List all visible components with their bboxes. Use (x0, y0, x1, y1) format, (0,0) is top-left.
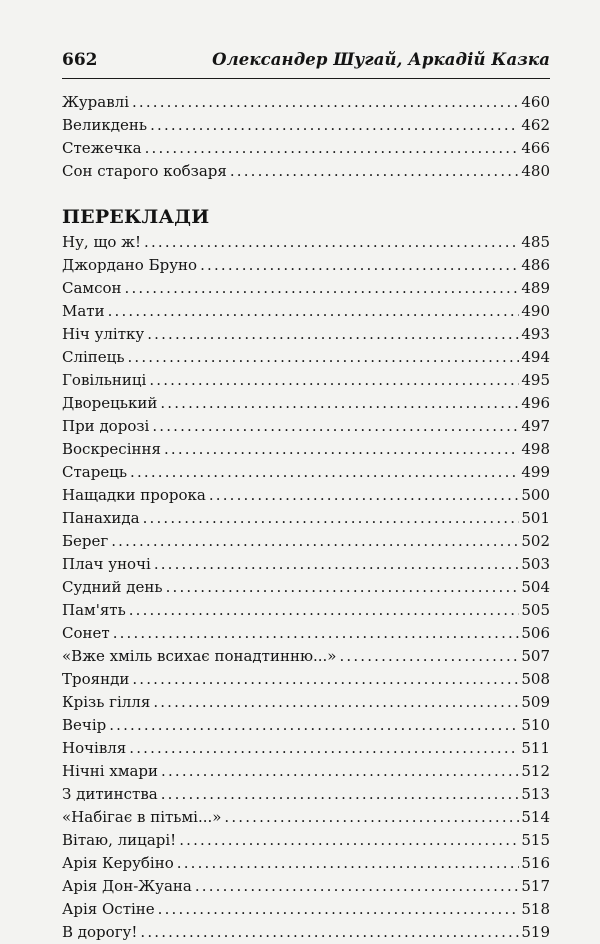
toc-entry-page: 460 (521, 93, 550, 111)
running-header (62, 0, 550, 79)
toc-entry-title: Троянди (62, 670, 130, 688)
toc-entry-title: Арія Остіне (62, 900, 155, 918)
toc-entry (62, 254, 550, 277)
dot-leader (145, 137, 520, 160)
dot-leader (224, 806, 519, 829)
toc-entry-title: Сон старого кобзаря (62, 162, 227, 180)
toc-entry-page: 466 (521, 139, 550, 157)
toc-entry-title: Арія Дон-Жуана (62, 877, 192, 895)
dot-leader (144, 231, 519, 254)
toc-entry-title: Мати (62, 302, 105, 320)
toc-entry (62, 231, 550, 254)
toc-entry (62, 277, 550, 300)
dot-leader (129, 737, 519, 760)
toc-entry-title: З дитинства (62, 785, 158, 803)
dot-leader (200, 254, 519, 277)
toc-entry (62, 576, 550, 599)
toc-entry-title: Самсон (62, 279, 122, 297)
toc-entry (62, 668, 550, 691)
toc-entry-page: 514 (521, 808, 550, 826)
toc-entry-page: 489 (521, 279, 550, 297)
toc-entry-title: Сліпець (62, 348, 125, 366)
toc-entry-page: 493 (521, 325, 550, 343)
toc-entry-title: Берег (62, 532, 109, 550)
toc-entry-page: 495 (521, 371, 550, 389)
dot-leader (109, 714, 519, 737)
toc-entry-title: Ну, що ж! (62, 233, 142, 251)
dot-leader (140, 921, 519, 944)
dot-leader (209, 484, 519, 507)
toc-entry-page: 509 (521, 693, 550, 711)
toc-entry-page: 503 (521, 555, 550, 573)
toc-entry (62, 160, 550, 183)
toc-entry-page: 486 (521, 256, 550, 274)
toc-entry-page: 506 (521, 624, 550, 642)
dot-leader (154, 553, 520, 576)
toc-entry-page: 485 (521, 233, 550, 251)
toc-entry (62, 737, 550, 760)
toc-entry-title: Говільниці (62, 371, 147, 389)
dot-leader (230, 160, 520, 183)
toc-entry (62, 415, 550, 438)
toc-entry-title: Старець (62, 463, 128, 481)
toc-entry-page: 462 (521, 116, 550, 134)
toc-entry-page: 507 (521, 647, 550, 665)
toc-entry-page: 516 (521, 854, 550, 872)
toc-entry (62, 507, 550, 530)
toc-entry (62, 783, 550, 806)
toc-entry-title: Арія Керубіно (62, 854, 174, 872)
dot-leader (161, 760, 519, 783)
toc-entry-page: 498 (521, 440, 550, 458)
toc-entry-title: Крізь гілля (62, 693, 151, 711)
running-header-authors: Олександер Шугай, Аркадій Казка (212, 50, 550, 69)
toc-entry-title: Сонет (62, 624, 110, 642)
toc-entry-title: Журавлі (62, 93, 129, 111)
toc-entry (62, 645, 550, 668)
toc-entry-page: 511 (521, 739, 550, 757)
toc-entry (62, 300, 550, 323)
toc-entry-page: 515 (521, 831, 550, 849)
toc-entry-title: «Набігає в пітьмі...» (62, 808, 222, 826)
toc-entry-title: В дорогу! (62, 923, 138, 941)
dot-leader (177, 852, 520, 875)
toc-entry (62, 760, 550, 783)
dot-leader (153, 691, 519, 714)
toc-entry-title: Дворецький (62, 394, 158, 412)
toc-entry (62, 553, 550, 576)
toc-entry-page: 517 (521, 877, 550, 895)
toc-entry-title: Вечір (62, 716, 107, 734)
toc-entry-page: 502 (521, 532, 550, 550)
toc-entry-title: Судний день (62, 578, 163, 596)
dot-leader (128, 346, 520, 369)
toc-entry-title: Ніч улітку (62, 325, 145, 343)
toc-entry (62, 392, 550, 415)
dot-leader (132, 668, 519, 691)
toc-entry-page: 499 (521, 463, 550, 481)
dot-leader (147, 323, 519, 346)
toc-entry (62, 323, 550, 346)
toc-entry (62, 921, 550, 944)
toc-entry (62, 438, 550, 461)
toc-entry-page: 510 (521, 716, 550, 734)
dot-leader (108, 300, 520, 323)
page-number: 662 (62, 50, 98, 70)
dot-leader (161, 783, 520, 806)
toc-entry-page: 490 (521, 302, 550, 320)
toc-entry (62, 114, 550, 137)
toc-entry (62, 91, 550, 114)
toc-entry (62, 829, 550, 852)
toc-entry (62, 622, 550, 645)
dot-leader (166, 576, 520, 599)
toc-entry-title: Нащадки пророка (62, 486, 206, 504)
toc-entry (62, 484, 550, 507)
toc-entry (62, 461, 550, 484)
dot-leader (160, 392, 519, 415)
toc-entry-page: 508 (521, 670, 550, 688)
toc-entry (62, 806, 550, 829)
dot-leader (179, 829, 519, 852)
dot-leader (339, 645, 519, 668)
toc-entry-title: При дорозі (62, 417, 150, 435)
toc-entry-title: Панахида (62, 509, 140, 527)
toc-entry (62, 599, 550, 622)
toc-entry-page: 500 (521, 486, 550, 504)
toc-entry (62, 852, 550, 875)
toc-entry-title: Стежечка (62, 139, 142, 157)
dot-leader (149, 369, 519, 392)
toc-entry (62, 875, 550, 898)
dot-leader (130, 461, 519, 484)
toc-entry-title: Вітаю, лицарі! (62, 831, 177, 849)
dot-leader (152, 415, 519, 438)
dot-leader (150, 114, 519, 137)
toc-entry-page: 505 (521, 601, 550, 619)
toc-entry-page: 496 (521, 394, 550, 412)
dot-leader (129, 599, 520, 622)
toc-entry (62, 714, 550, 737)
toc-entry-title: Великдень (62, 116, 148, 134)
toc-entry-page: 497 (521, 417, 550, 435)
toc-entry-page: 513 (521, 785, 550, 803)
toc-entry (62, 137, 550, 160)
toc-entry-title: Джордано Бруно (62, 256, 198, 274)
dot-leader (158, 898, 520, 921)
toc-entry (62, 346, 550, 369)
section-heading-translations: ПЕРЕКЛАДИ (62, 206, 210, 228)
toc-list-translations (62, 231, 550, 944)
dot-leader (143, 507, 520, 530)
toc-entry-page: 512 (521, 762, 550, 780)
toc-entry (62, 530, 550, 553)
toc-entry-page: 519 (521, 923, 550, 941)
toc-entry-title: Воскресіння (62, 440, 161, 458)
dot-leader (113, 622, 520, 645)
toc-entry-page: 501 (521, 509, 550, 527)
toc-entry-title: «Вже хміль всихає понадтинню...» (62, 647, 337, 665)
toc-entry-title: Нічні хмари (62, 762, 159, 780)
toc-entry (62, 369, 550, 392)
toc-entry-page: 518 (521, 900, 550, 918)
toc-entry-title: Плач уночі (62, 555, 151, 573)
dot-leader (125, 277, 520, 300)
dot-leader (164, 438, 519, 461)
dot-leader (132, 91, 519, 114)
toc-entry-page: 504 (521, 578, 550, 596)
toc-entry-page: 480 (521, 162, 550, 180)
toc-entry (62, 898, 550, 921)
toc-entry-title: Ночівля (62, 739, 127, 757)
toc-entry (62, 691, 550, 714)
dot-leader (195, 875, 520, 898)
toc-list-poems (62, 91, 550, 183)
toc-entry-title: Пам'ять (62, 601, 126, 619)
toc-entry-page: 494 (521, 348, 550, 366)
dot-leader (111, 530, 519, 553)
